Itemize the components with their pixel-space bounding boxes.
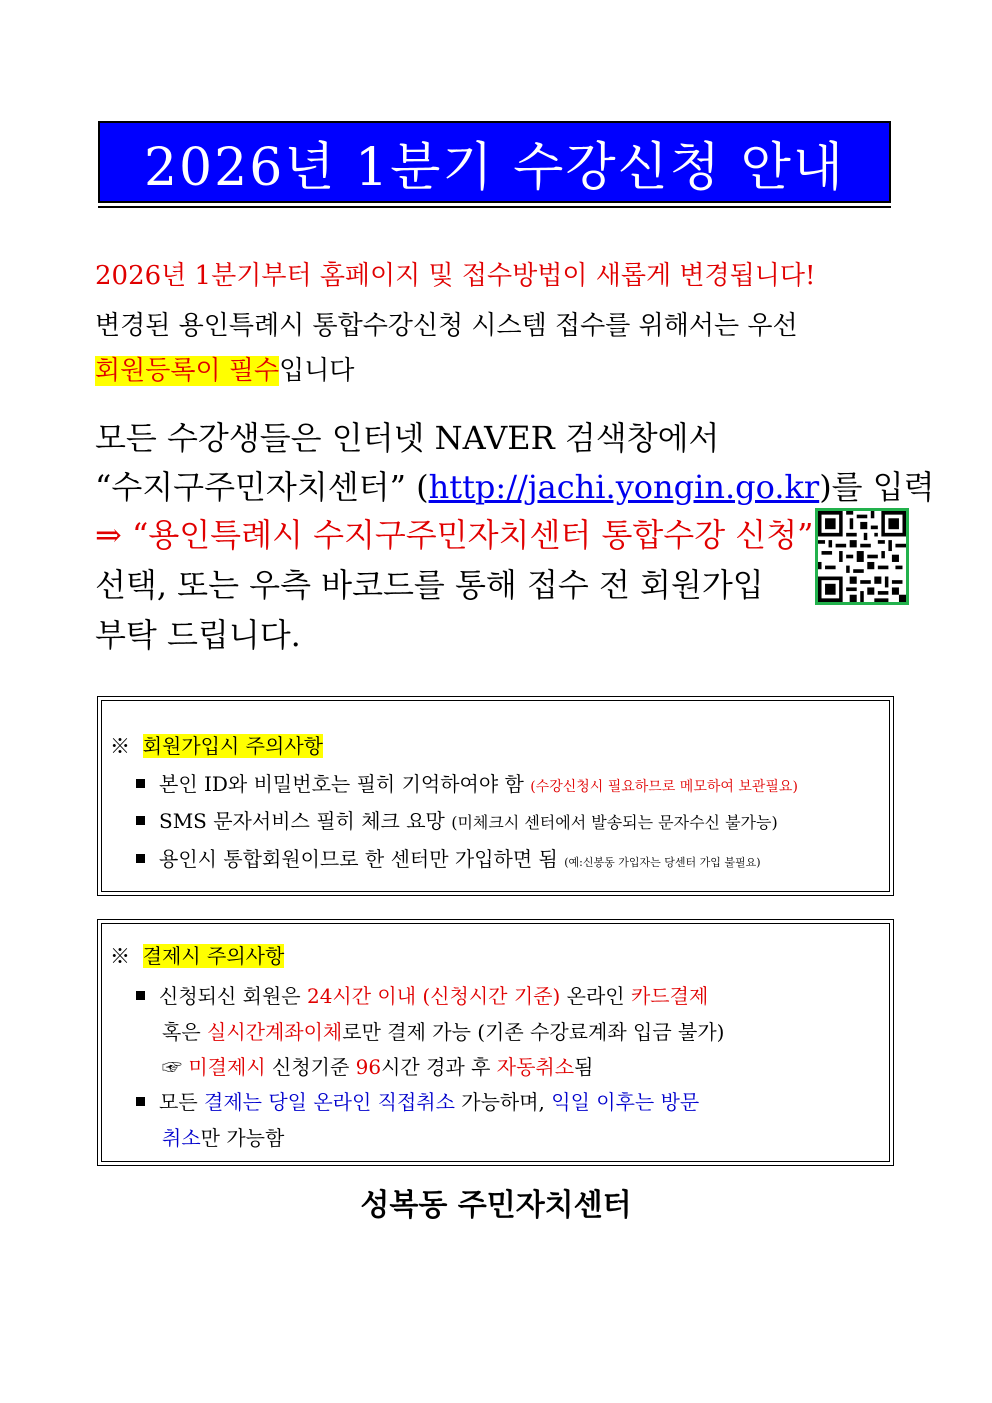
unpaid-text: 미결제시 [188, 1055, 266, 1079]
text-segment: 모든 [159, 1090, 204, 1114]
same-day-cancel-text: 결제는 당일 온라인 직접취소 [204, 1090, 455, 1114]
footer-center-name: 성복동 주민자치센터 [360, 1188, 632, 1223]
intro-system-notice: 변경된 용인특례시 통합수강신청 시스템 접수를 위해서는 우선 [95, 311, 798, 341]
payment-notice-heading [110, 940, 284, 969]
payment-notice-item-2-cont [162, 1122, 284, 1151]
list-item-text: 본인 ID와 비밀번호는 필히 기억하여야 함 [159, 772, 524, 796]
list-item-note: (수강신청시 필요하므로 메모하여 보관필요) [530, 779, 798, 795]
page-title [98, 121, 891, 203]
auto-cancel-text: 자동취소 [496, 1055, 575, 1079]
pointing-hand-icon: ☞ [162, 1055, 189, 1079]
next-day-visit-text: 익일 이후는 방문 [551, 1090, 700, 1114]
membership-notice-title: 회원가입시 주의사항 [142, 734, 323, 758]
membership-notice-heading [110, 730, 323, 759]
list-item-note: (미체크시 센터에서 발송되는 문자수신 불가능) [451, 813, 778, 832]
guide-input-text: )를 입력 [819, 468, 935, 506]
registration-required-rest: 입니다 [279, 356, 355, 386]
payment-notice-item-1 [136, 980, 708, 1009]
hours-number: 96 [355, 1055, 382, 1079]
card-payment-text: 카드결제 [630, 984, 709, 1008]
payment-notice-title: 결제시 주의사항 [142, 944, 285, 968]
guide-line-4: 선택, 또는 우측 바코드를 통해 접수 전 회원가입 [95, 566, 764, 604]
intro-change-notice: 2026년 1분기부터 홈페이지 및 접수방법이 새롭게 변경됩니다! [95, 261, 816, 291]
payment-notice-box [97, 919, 894, 1166]
intro-registration-required [95, 350, 354, 387]
homepage-link[interactable]: http://jachi.yongin.go.kr [428, 468, 820, 506]
guide-line-5: 부탁 드립니다. [95, 616, 301, 654]
guide-line-2 [95, 462, 935, 508]
cancel-text: 취소 [162, 1126, 201, 1150]
notice-mark: ※ [110, 734, 130, 758]
text-segment: 온라인 [560, 984, 631, 1008]
text-segment: 만 가능함 [200, 1126, 285, 1150]
guide-search-term: “수지구주민자치센터” ( [95, 468, 429, 506]
text-segment: 가능하며, [454, 1090, 552, 1114]
text-segment: 시간 경과 후 [381, 1055, 497, 1079]
list-item-note: (예:신봉동 가입자는 당센터 가입 불필요) [564, 856, 761, 869]
membership-notice-box [97, 696, 894, 896]
payment-notice-item-1-cont [162, 1016, 724, 1045]
deadline-text: 24시간 이내 (신청시간 기준) [306, 984, 561, 1008]
guide-line-1: 모든 수강생들은 인터넷 NAVER 검색창에서 [95, 419, 720, 457]
bank-transfer-text: 실시간계좌이체 [207, 1020, 343, 1044]
text-segment: 혹은 [162, 1020, 207, 1044]
payment-notice-auto-cancel [162, 1051, 593, 1080]
list-item-text: SMS 문자서비스 필히 체크 요망 [159, 809, 445, 833]
list-item-text: 용인시 통합회원이므로 한 센터만 가입하면 됨 [159, 847, 558, 871]
payment-notice-item-2 [136, 1086, 699, 1115]
notice-mark: ※ [110, 944, 130, 968]
qr-code-icon [818, 511, 906, 602]
membership-notice-item-2 [136, 805, 778, 834]
text-segment: 신청기준 [265, 1055, 356, 1079]
membership-notice-item-1 [136, 768, 798, 797]
qr-code [815, 508, 909, 605]
page-title-text: 2026년 1분기 수강신청 안내 [143, 137, 846, 198]
text-segment: 신청되신 회원은 [159, 984, 307, 1008]
guide-line-3: ⇒ “용인특례시 수지구주민자치센터 통합수강 신청” [95, 516, 814, 554]
title-underline [98, 206, 891, 208]
membership-notice-item-3 [136, 843, 761, 872]
text-segment: 됨 [574, 1055, 594, 1079]
registration-required-highlight: 회원등록이 필수 [95, 356, 280, 386]
text-segment: 로만 결제 가능 (기존 수강료계좌 입금 불가) [342, 1020, 725, 1044]
